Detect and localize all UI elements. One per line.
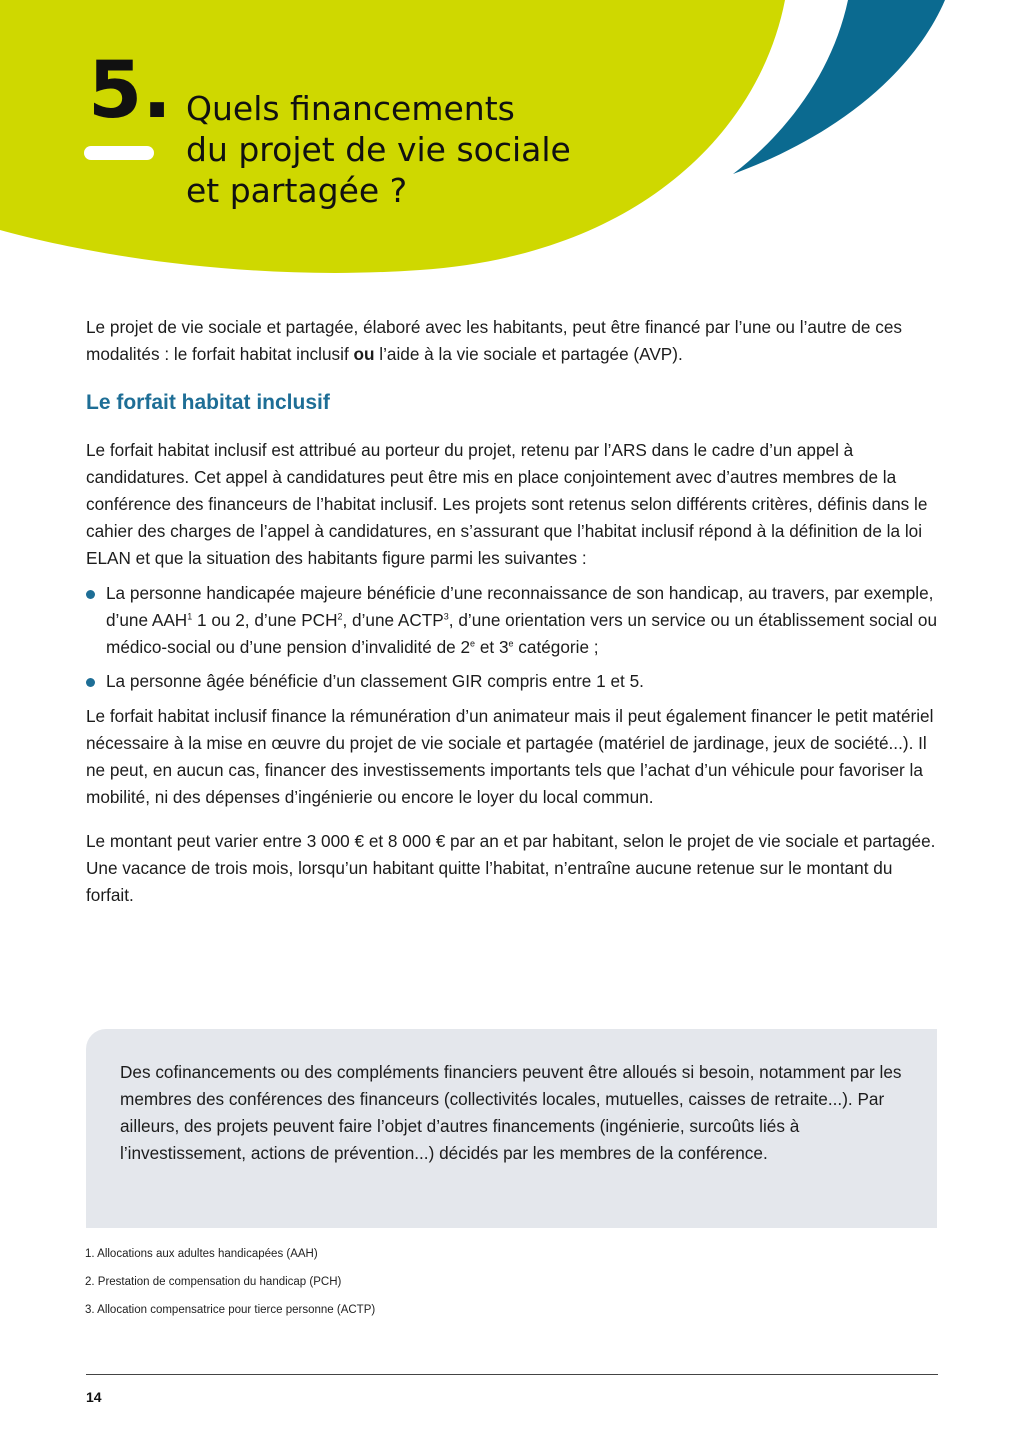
footnotes	[85, 1247, 375, 1331]
footnote-2: 2. Prestation de compensation du handicap (PCH)	[85, 1276, 342, 1288]
section-title: Le forfait habitat inclusif	[86, 391, 330, 414]
footnote-ref: 3	[443, 611, 449, 622]
bullet-text: catégorie ;	[513, 637, 599, 657]
page-number: 14	[86, 1389, 102, 1405]
bullet-text: , d’une ACTP	[342, 610, 444, 630]
ordinal-suffix: e	[508, 638, 514, 649]
ordinal-suffix: e	[470, 638, 476, 649]
bullet-icon	[86, 678, 95, 687]
footer-rule	[86, 1374, 938, 1375]
chapter-number: 5.	[88, 46, 172, 136]
footnote-3: 3. Allocation compensatrice pour tierce personne (ACTP)	[85, 1304, 376, 1316]
bullet-text: et 3	[475, 637, 509, 657]
chapter-title-line-1: Quels financements	[186, 89, 515, 128]
intro-paragraph	[86, 314, 938, 368]
intro-bold-word: ou	[353, 344, 375, 364]
list-item	[86, 580, 938, 661]
bullet-text: La personne handicapée majeure bénéficie d’une reconnaissance de son handicap, au travers, par exemple, d’une AAH	[106, 583, 934, 630]
paragraph-2: Le forfait habitat inclusif finance la rémunération d’un animateur mais il peut également financer le petit matériel nécessaire à la mise en œuvre du projet de vie sociale et partagée (matériel de jardinage, jeux de société...). Il ne peut, en aucun cas, financer des investissements importants tels que l’achat d’un véhicule pour favoriser la mobilité, ni des dépenses d’ingénierie ou encore le loyer du local commun.	[86, 706, 934, 807]
footnote-ref: 1	[187, 611, 193, 622]
paragraph-3: Le montant peut varier entre 3 000 € et 8 000 € par an et par habitant, selon le projet de vie sociale et partagée. Une vacance de trois mois, lorsqu’un habitant quitte l’habitat, n’entraîne aucune retenue sur le montant du forfait.	[86, 831, 936, 905]
info-box	[86, 1029, 937, 1228]
criteria-list	[86, 580, 938, 695]
intro-text-a: Le projet de vie sociale et partagée, élaboré avec les habitants, peut être financé par l’une ou l’autre de ces modalités : le forfait habitat inclusif	[86, 317, 902, 364]
bullet-text: , d’une orientation vers un service ou un établissement social ou médico-social ou d’une pension d’invalidité de 2	[106, 610, 938, 657]
footnote-1: 1. Allocations aux adultes handicapées (AAH)	[85, 1248, 318, 1260]
bullet-text: 1 ou 2, d’une PCH	[192, 610, 338, 630]
bullet-text: La personne âgée bénéficie d’un classement GIR compris entre 1 et 5.	[106, 671, 644, 691]
main-content	[86, 314, 938, 909]
info-box-text: Des cofinancements ou des compléments financiers peuvent être alloués si besoin, notamment par les membres des conférences des financeurs (collectivités locales, mutuelles, caisses de retraite...). Par ailleurs, des projets peuvent faire l’objet d’autres financements (ingénierie, surcoûts liés à l’investissement, actions de prévention...) décidés par les membres de la conférence.	[120, 1062, 902, 1163]
chapter-title-line-2: du projet de vie sociale	[186, 130, 571, 169]
chapter-dash	[84, 146, 154, 160]
intro-text-b: l’aide à la vie sociale et partagée (AVP).	[374, 344, 683, 364]
paragraph-1: Le forfait habitat inclusif est attribué au porteur du projet, retenu par l’ARS dans le cadre d’un appel à candidatures. Cet appel à candidatures peut être mis en place conjointement avec d’autres membres de la conférence des financeurs de l’habitat inclusif. Les projets sont retenus selon différents critères, définis dans le cahier des charges de l’appel à candidatures, en s’assurant que l’habitat inclusif répond à la définition de la loi ELAN et que la situation des habitants figure parmi les suivantes :	[86, 440, 928, 568]
footnote-ref: 2	[337, 611, 343, 622]
list-item	[86, 668, 938, 695]
chapter-title-line-3: et partagée ?	[186, 171, 408, 210]
chapter-title	[186, 88, 571, 211]
bullet-icon	[86, 590, 95, 599]
